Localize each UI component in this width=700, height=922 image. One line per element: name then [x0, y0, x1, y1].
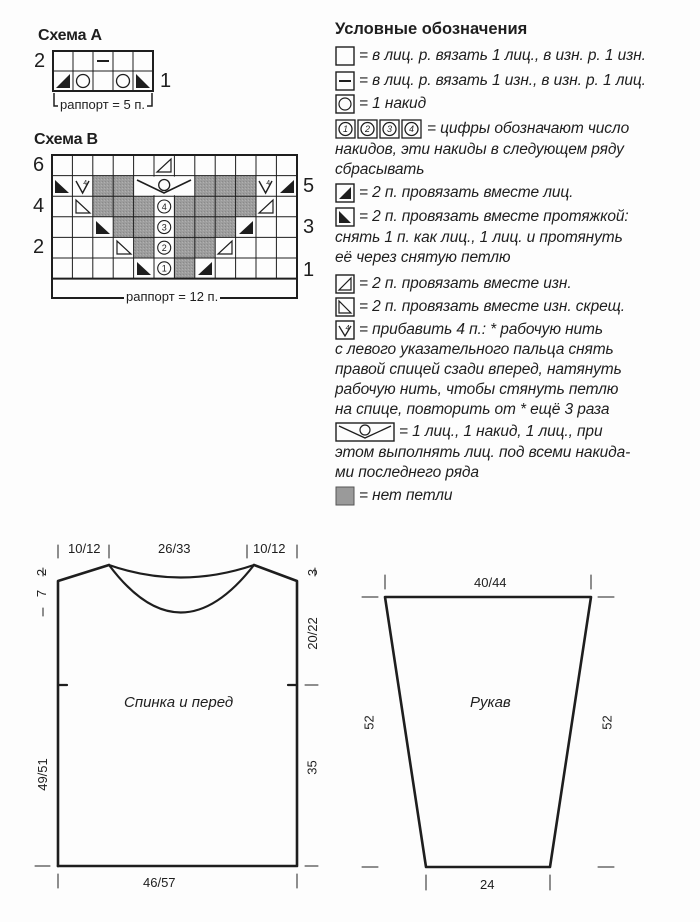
svg-text:1: 1 — [343, 124, 348, 135]
sleeve-dim-cuff-width: 24 — [480, 877, 495, 892]
body-dim-shoulder-slope-right: 3 — [305, 568, 321, 577]
legend-item-yarn-over: = 1 накид — [335, 94, 426, 114]
outline-triangle-left-icon — [335, 297, 355, 317]
legend-item-inc4: 4 = прибавить 4 п.: * рабочую нить — [335, 320, 603, 340]
scheme-a-repeat-label: раппорт = 5 п. — [60, 97, 145, 112]
legend-item-k2tog: = 2 п. провязать вместе лиц. — [335, 183, 573, 203]
svg-text:2: 2 — [161, 243, 167, 253]
scheme-b-row-label-6: 6 — [33, 154, 45, 176]
empty-square-icon — [335, 46, 355, 66]
legend-item-three-stitch: = 1 лиц., 1 накид, 1 лиц., при — [335, 422, 602, 442]
legend-item-inc4-cont-1: с левого указательного пальца снять — [335, 341, 614, 358]
scheme-b-row-label-2: 2 — [33, 236, 45, 258]
body-piece-label: Спинка и перед — [124, 694, 234, 711]
body-dim-neck-depth: 7 — [34, 589, 50, 598]
svg-text:4: 4 — [83, 180, 88, 187]
body-dim-shoulder-slope-left: 2 — [34, 568, 50, 577]
svg-text:2: 2 — [365, 124, 370, 135]
scheme-b-row-label-1: 1 — [303, 259, 315, 281]
scheme-b-row-label-4: 4 — [33, 195, 45, 217]
body-dim-left-shoulder: 10/12 — [68, 541, 101, 556]
body-dim-side-length: 35 — [304, 760, 320, 775]
scheme-b-repeat-label: раппорт = 12 п. — [126, 289, 219, 304]
legend-item-no-stitch: = нет петли — [335, 486, 452, 506]
legend-item-p2tog: = 2 п. провязать вместе изн. — [335, 274, 572, 294]
increase-4-icon — [335, 320, 355, 340]
legend-item-numbered-yo: 1 2 3 4 = цифры обозначают число — [335, 119, 629, 139]
svg-text:4: 4 — [161, 201, 167, 212]
legend-item-knit: = в лиц. р. вязать 1 лиц., в изн. р. 1 изн. — [335, 46, 646, 66]
legend-item-inc4-cont-2: правой спицей сзади вперед, натянуть — [335, 361, 622, 378]
sleeve-schematic-outline — [340, 560, 670, 900]
svg-text:4: 4 — [409, 124, 414, 135]
body-dim-total-length: 49/51 — [34, 758, 50, 791]
legend-item-inc4-cont-3: рабочую нить, чтобы стянуть петлю — [335, 381, 619, 398]
black-triangle-left-icon — [335, 207, 355, 227]
legend-item-ssk-cont-2: её через снятую петлю — [335, 249, 511, 266]
sleeve-dim-top-width: 40/44 — [474, 575, 507, 590]
scheme-a-row-label-1: 1 — [160, 70, 172, 92]
svg-text:4: 4 — [266, 180, 271, 187]
body-dim-armhole-depth: 20/22 — [304, 617, 320, 650]
svg-text:3: 3 — [161, 222, 167, 233]
outline-triangle-right-icon — [335, 274, 355, 294]
body-schematic-outline — [0, 530, 330, 910]
legend-item-purl: = в лиц. р. вязать 1 изн., в изн. р. 1 лиц. — [335, 71, 646, 91]
gray-square-icon — [335, 486, 355, 506]
svg-text:4: 4 — [345, 325, 350, 332]
body-dim-right-shoulder: 10/12 — [253, 541, 286, 556]
legend-item-inc4-cont-4: на спице, повторить от * ещё 3 раза — [335, 401, 610, 418]
svg-text:1: 1 — [161, 263, 167, 274]
scheme-a-title: Схема А — [38, 27, 102, 44]
legend-item-numbered-yo-cont-2: сбрасывать — [335, 161, 425, 178]
svg-text:3: 3 — [387, 124, 392, 135]
scheme-b-row-label-3: 3 — [303, 216, 315, 238]
scheme-b-title: Схема В — [34, 131, 98, 148]
three-stitch-yo-icon — [335, 422, 395, 442]
legend-title: Условные обозначения — [335, 20, 528, 38]
scheme-b-row-label-5: 5 — [303, 175, 315, 197]
legend-item-ssk: = 2 п. провязать вместе протяжкой: — [335, 207, 629, 227]
body-dim-width: 46/57 — [143, 875, 176, 890]
scheme-a-row-label-2: 2 — [34, 50, 46, 72]
legend-item-three-stitch-cont-1: этом выполнять лиц. под всеми накида- — [335, 444, 631, 461]
legend-item-p2tog-tbl: = 2 п. провязать вместе изн. скрещ. — [335, 297, 625, 317]
legend-item-numbered-yo-cont-1: накидов, эти накиды в следующем ряду — [335, 141, 624, 158]
sleeve-piece-label: Рукав — [470, 694, 511, 711]
sleeve-dim-left-length: 52 — [361, 715, 377, 730]
body-dim-neck-width: 26/33 — [158, 541, 191, 556]
black-triangle-right-icon — [335, 183, 355, 203]
sleeve-dim-right-length: 52 — [599, 715, 615, 730]
scheme-b-grid — [51, 154, 301, 302]
numbered-circles-icon — [335, 119, 423, 139]
circle-icon — [335, 94, 355, 114]
legend-item-three-stitch-cont-2: ми последнего ряда — [335, 464, 479, 481]
dash-square-icon — [335, 71, 355, 91]
legend-item-ssk-cont-1: снять 1 п. как лиц., 1 лиц. и протянуть — [335, 229, 623, 246]
